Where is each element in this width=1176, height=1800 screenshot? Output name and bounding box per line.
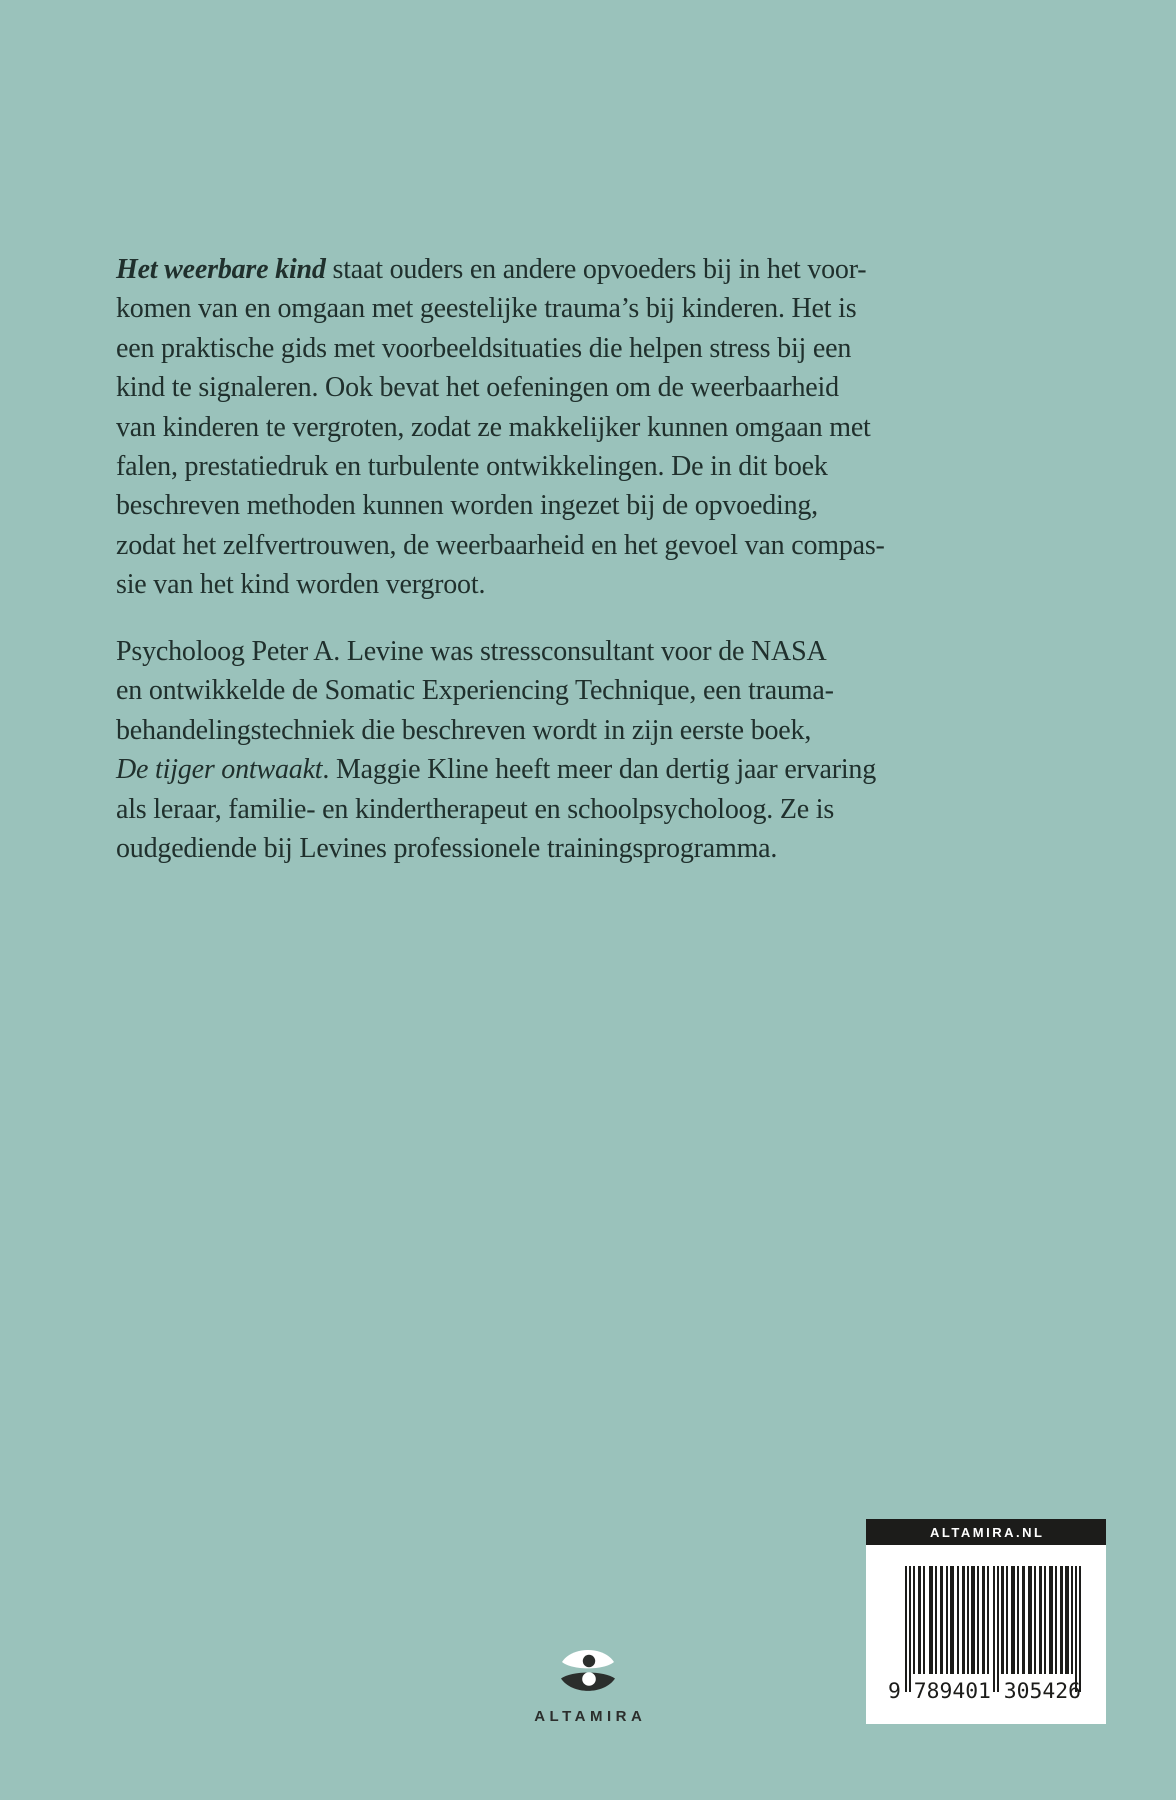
blurb-line bbox=[116, 250, 885, 289]
blurb-line: zodat het zelfvertrouwen, de weerbaarheid en het gevoel van compas- bbox=[116, 529, 885, 561]
barcode-image bbox=[887, 1566, 1085, 1704]
book-title-lead: Het weerbare kind bbox=[116, 254, 326, 285]
blurb-paragraph bbox=[116, 250, 885, 605]
bio-line-text: . Maggie Kline heeft meer dan dertig jaar ervaring bbox=[322, 754, 877, 786]
publisher-name: ALTAMIRA bbox=[534, 1708, 647, 1725]
blurb-line-text: staat ouders en andere opvoeders bij in het voor- bbox=[325, 254, 867, 285]
blurb-line: falen, prestatiedruk en turbulente ontwikkelingen. De in dit boek bbox=[116, 451, 828, 483]
blurb-line: komen van en omgaan met geestelijke trauma’s bij kinderen. Het is bbox=[116, 293, 857, 325]
bio-line bbox=[116, 750, 876, 789]
publisher-url-label: ALTAMIRA.NL bbox=[866, 1519, 1106, 1545]
double-eye-icon bbox=[560, 1645, 616, 1697]
blurb-line: beschreven methoden kunnen worden ingezet bij de opvoeding, bbox=[116, 490, 818, 522]
bio-line: als leraar, familie- en kindertherapeut en schoolpsycholoog. Ze is bbox=[116, 793, 835, 825]
author-bio-paragraph bbox=[116, 632, 876, 868]
blurb-line: van kinderen te vergroten, zodat ze makkelijker kunnen omgaan met bbox=[116, 411, 871, 443]
isbn-number: 9 789401 305426 bbox=[888, 1679, 1081, 1703]
bio-line: oudgediende bij Levines professionele trainingsprogramma. bbox=[116, 833, 778, 865]
bio-line: behandelingstechniek die beschreven wordt in zijn eerste boek, bbox=[116, 714, 812, 746]
blurb-line: kind te signaleren. Ook bevat het oefeningen om de weerbaarheid bbox=[116, 372, 839, 404]
book-title-reference: De tijger ontwaakt bbox=[116, 754, 323, 786]
bio-line: Psycholoog Peter A. Levine was stressconsultant voor de NASA bbox=[116, 636, 827, 667]
barcode-box bbox=[866, 1519, 1106, 1724]
blurb-line: sie van het kind worden vergroot. bbox=[116, 569, 486, 601]
blurb-line: een praktische gids met voorbeeldsituaties die helpen stress bij een bbox=[116, 332, 852, 364]
bio-line: en ontwikkelde de Somatic Experiencing Technique, een trauma- bbox=[116, 675, 834, 707]
